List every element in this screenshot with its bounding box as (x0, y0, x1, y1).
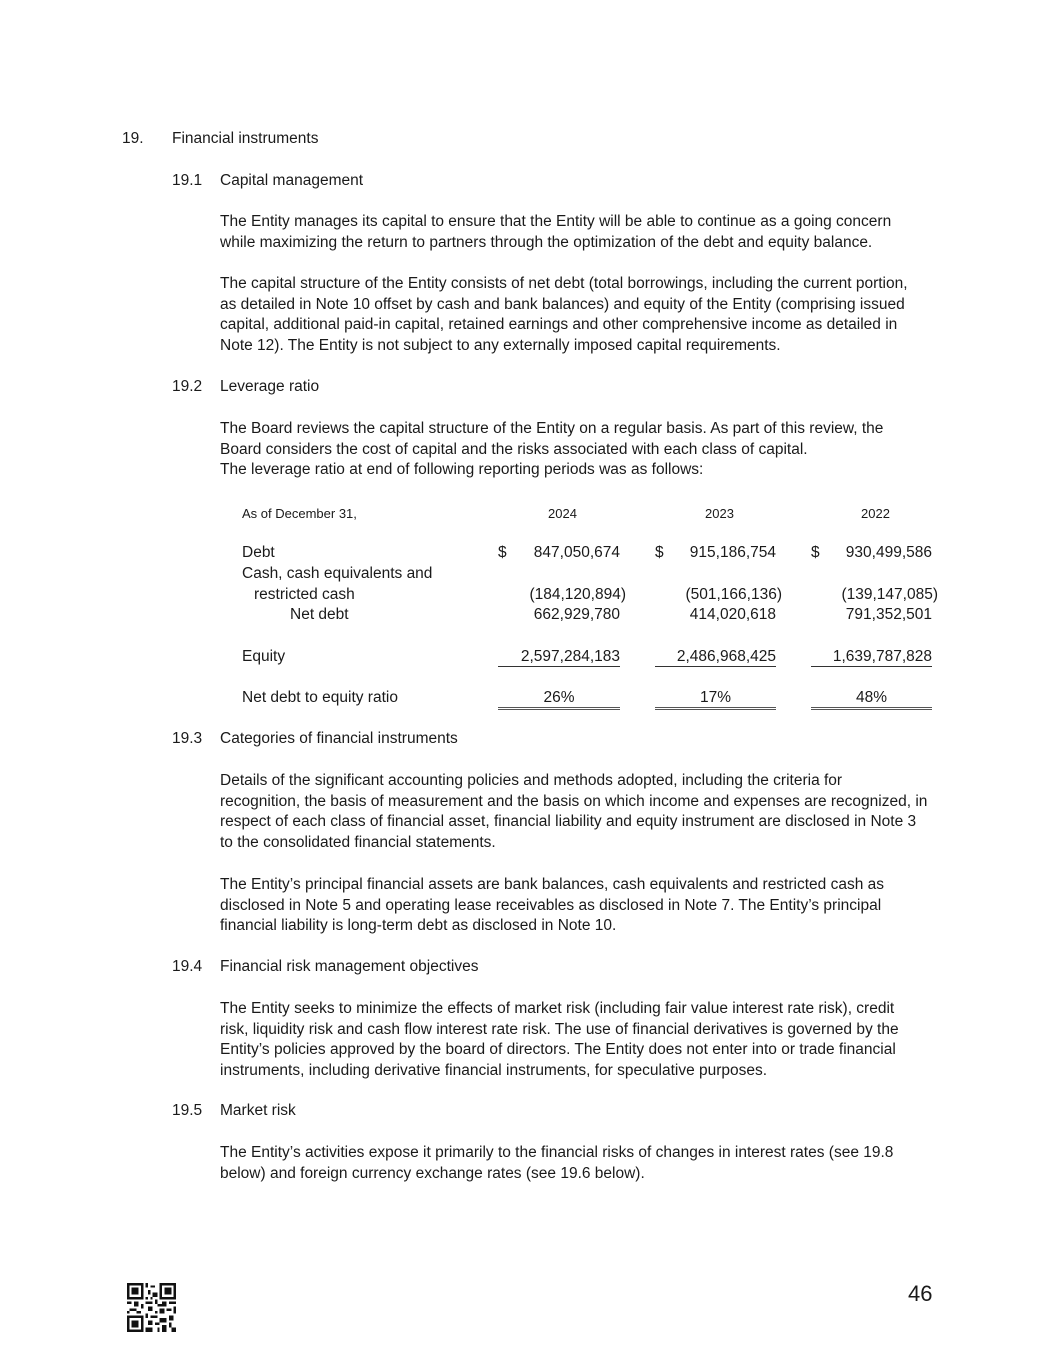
table-header-label: As of December 31, (242, 506, 357, 521)
year-2024: 2024 (548, 506, 577, 521)
debt-label: Debt (242, 544, 275, 561)
subsection-19-5-number: 19.5 (172, 1102, 203, 1119)
subsection-19-2-number: 19.2 (172, 378, 203, 395)
currency-symbol: $ (498, 544, 507, 561)
debt-2024: 847,050,674 (533, 544, 620, 561)
net-debt-2023: 414,020,618 (689, 606, 776, 623)
cash-2023: (501,166,136) (685, 586, 782, 603)
equity-label: Equity (242, 648, 286, 665)
subsection-19-1-title: Capital management (220, 172, 364, 189)
debt-2022: 930,499,586 (845, 544, 932, 561)
equity-2022: 1,639,787,828 (811, 648, 932, 667)
cash-2022: (139,147,085) (841, 586, 938, 603)
risk-objectives-paragraph: The Entity seeks to minimize the effects of market risk (including fair value interest rate risk), credit risk, liquidity risk and cash flow interest rate risk. The use of financial derivatives is governed by the Entity’s policies approved by the board of directors. The Entity does not enter into or trade financial instruments, including derivative financial instruments, for speculative purposes. (220, 1000, 899, 1079)
subsection-19-2-title: Leverage ratio (220, 378, 320, 395)
net-debt-2022: 791,352,501 (845, 606, 932, 623)
qr-code-icon (127, 1283, 176, 1332)
debt-2023: 915,186,754 (689, 544, 776, 561)
market-risk-paragraph: The Entity’s activities expose it primarily to the financial risks of changes in interest rates (see 19.8 below) and foreign currency exchange rates (see 19.6 below). (220, 1144, 894, 1182)
subsection-19-4-number: 19.4 (172, 958, 203, 975)
ratio-label: Net debt to equity ratio (242, 689, 398, 706)
net-debt-label: Net debt (290, 606, 349, 623)
currency-symbol: $ (811, 544, 820, 561)
page-number: 46 (908, 1281, 933, 1306)
ratio-2023: 17% (655, 689, 776, 710)
subsection-19-5-title: Market risk (220, 1102, 296, 1119)
categories-paragraph-2: The Entity’s principal financial assets are bank balances, cash equivalents and restricted cash as disclosed in Note 5 and operating lease receivables as disclosed in Note 7. The Entity’s principal financial liability is long-term debt as disclosed in Note 10. (220, 876, 884, 935)
currency-symbol: $ (655, 544, 664, 561)
year-2023: 2023 (705, 506, 734, 521)
cash-2024: (184,120,894) (529, 586, 626, 603)
capital-management-paragraph-1: The Entity manages its capital to ensure that the Entity will be able to continue as a going concern while maximizing the return to partners through the optimization of the debt and equity balance. (220, 213, 892, 251)
cash-label-line-1: Cash, cash equivalents and (242, 565, 433, 582)
ratio-2024: 26% (498, 689, 620, 710)
equity-2023: 2,486,968,425 (655, 648, 776, 667)
section-title: Financial instruments (172, 130, 319, 147)
cash-label-line-2: restricted cash (254, 586, 355, 603)
capital-management-paragraph-2: The capital structure of the Entity consists of net debt (total borrowings, including the current portion, as detailed in Note 10 offset by cash and bank balances) and equity of the Entity (comprising issued capital, additional paid-in capital, retained earnings and other comprehensive income as detailed in Note 12). The Entity is not subject to any externally imposed capital requirements. (220, 275, 908, 354)
subsection-19-3-number: 19.3 (172, 730, 203, 747)
equity-2024: 2,597,284,183 (498, 648, 620, 667)
subsection-19-1-number: 19.1 (172, 172, 203, 189)
year-2022: 2022 (861, 506, 890, 521)
leverage-ratio-paragraph: The Board reviews the capital structure of the Entity on a regular basis. As part of this review, the Board considers the cost of capital and the risks associated with each class of capital. The leverage ratio at end of following reporting periods was as follows: (220, 420, 884, 479)
net-debt-2024: 662,929,780 (533, 606, 620, 623)
subsection-19-3-title: Categories of financial instruments (220, 730, 458, 747)
section-number: 19. (122, 130, 144, 147)
ratio-2022: 48% (811, 689, 932, 710)
subsection-19-4-title: Financial risk management objectives (220, 958, 479, 975)
categories-paragraph-1: Details of the significant accounting policies and methods adopted, including the criteria for recognition, the basis of measurement and the basis on which income and expenses are recognized, in respect of each class of financial asset, financial liability and equity instrument are disclosed in Note 3 to the consolidated financial statements. (220, 772, 928, 851)
